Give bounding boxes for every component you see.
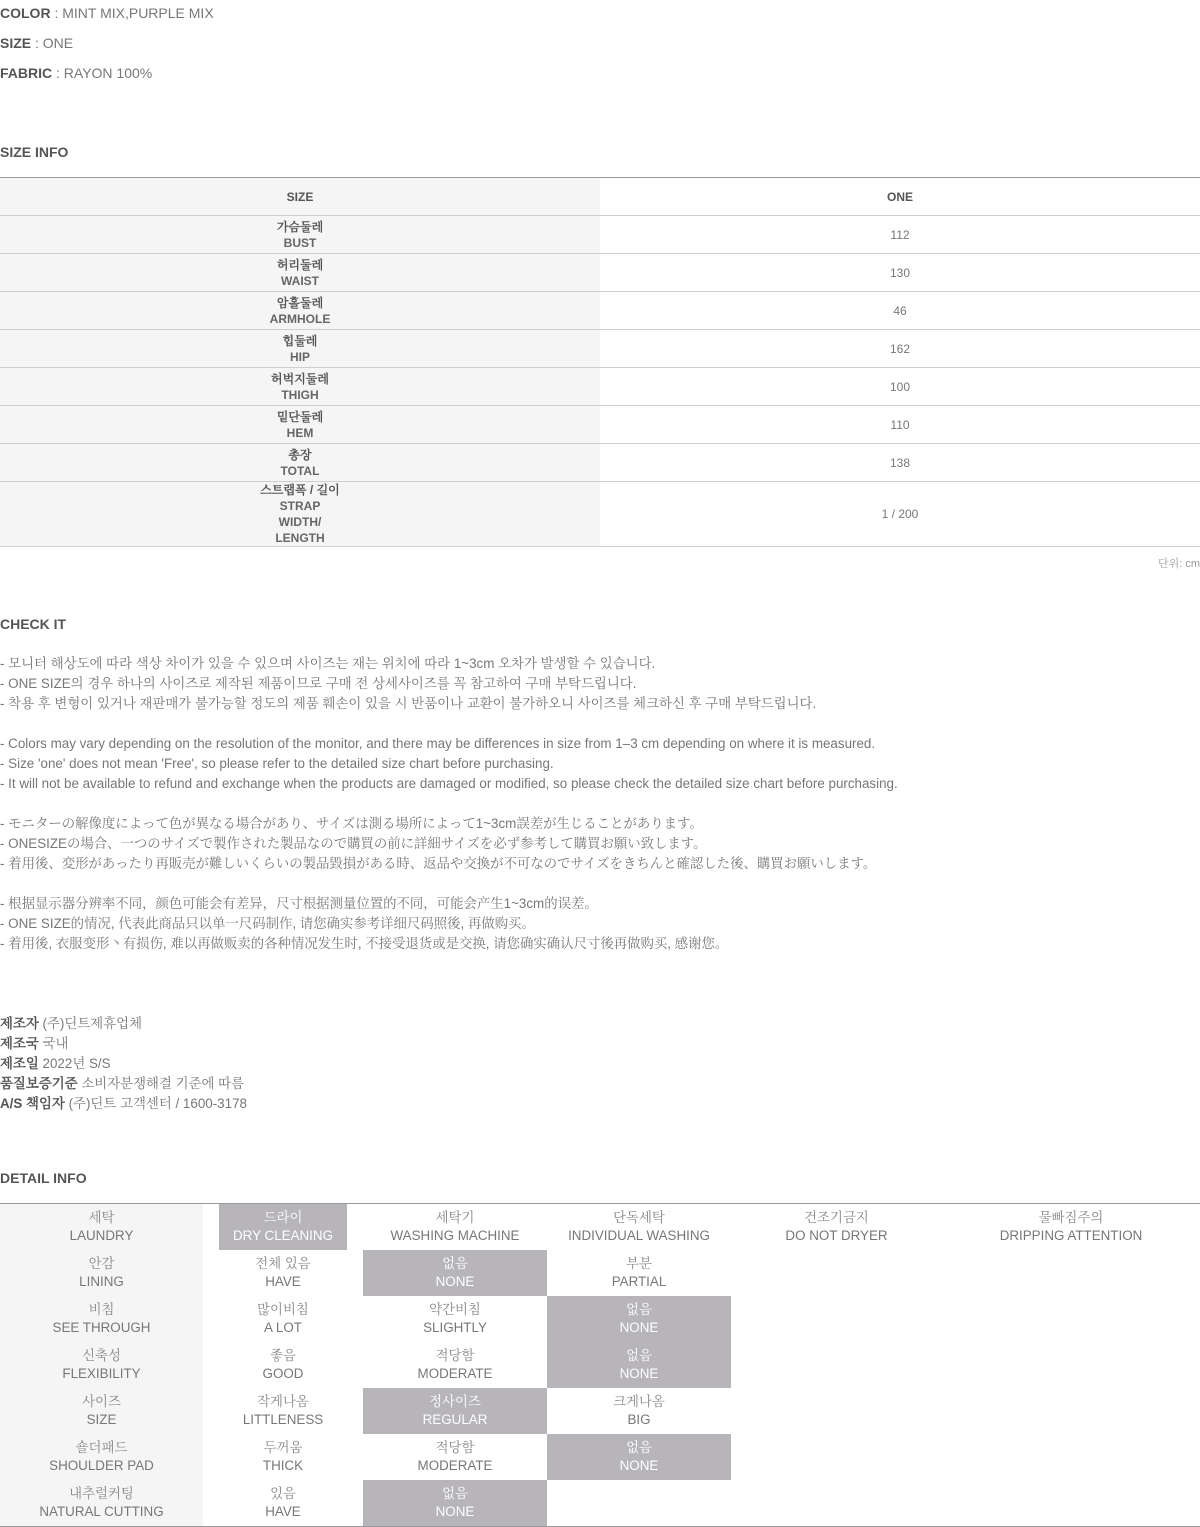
- detail-option-en: A LOT: [264, 1320, 302, 1335]
- spec-fabric: [0, 64, 152, 82]
- detail-label-en: SHOULDER PAD: [49, 1458, 154, 1473]
- detail-option-cell: [731, 1204, 942, 1250]
- detail-label-ko: 숄더패드: [75, 1440, 128, 1455]
- detail-option: [942, 1250, 1200, 1296]
- size-row-label: [0, 216, 600, 254]
- size-row-label: [0, 254, 600, 292]
- detail-option-cell: [219, 1480, 347, 1526]
- detail-label-cell: [0, 1296, 203, 1342]
- detail-option-en: MODERATE: [417, 1458, 493, 1473]
- paragraph-spacer: [0, 714, 898, 734]
- detail-label-cell: [0, 1342, 203, 1388]
- detail-option-ko: 건조기금지: [804, 1210, 869, 1225]
- check-line: - モニターの解像度によって色が異なる場合があり、サイズは測る場所によって1~3cm誤差が生じることがあります。: [0, 816, 703, 831]
- detail-option-en: NONE: [435, 1504, 475, 1519]
- detail-option-ko: 없음: [442, 1256, 468, 1271]
- detail-option-cell: [363, 1342, 547, 1388]
- detail-label-en: LAUNDRY: [69, 1228, 134, 1243]
- detail-option: [731, 1480, 942, 1527]
- maker-label: 제조일: [0, 1056, 39, 1071]
- check-it-title: CHECK IT: [0, 616, 67, 632]
- detail-label-cell: [0, 1388, 203, 1434]
- detail-option: [363, 1250, 547, 1296]
- maker-value: 2022년 S/S: [38, 1056, 111, 1071]
- detail-option: [203, 1296, 363, 1342]
- detail-label-cell: [0, 1434, 203, 1480]
- check-line: - Colors may vary depending on the resolution of the monitor, and there may be differences in size from 1–3 cm depending on where it is measured.: [0, 736, 876, 751]
- size-label-en: ARMHOLE: [269, 311, 331, 326]
- detail-label-ko: 신축성: [82, 1348, 121, 1363]
- check-line: - 着用後, 衣服变形丶有损伤, 难以再做贩卖的各种情况发生时, 不接受退货或是交换, 请您确实确认尺寸後再做购买, 感谢您。: [0, 936, 729, 951]
- check-line: - It will not be available to refund and exchange when the products are damaged or modified, so please check the detailed size chart before purchasing.: [0, 776, 898, 791]
- detail-option: [547, 1204, 731, 1251]
- size-label-en: BUST: [283, 235, 317, 250]
- detail-option: [363, 1296, 547, 1342]
- detail-option-cell: [219, 1342, 347, 1388]
- detail-option-cell: [363, 1204, 547, 1250]
- detail-option-ko: 없음: [626, 1348, 652, 1363]
- detail-rows: [0, 1204, 1200, 1527]
- spec-value: : ONE: [31, 35, 74, 51]
- detail-option-cell: [219, 1250, 347, 1296]
- detail-row: [0, 1480, 1200, 1527]
- detail-option: [363, 1342, 547, 1388]
- detail-info-title: DETAIL INFO: [0, 1170, 87, 1186]
- spec-label: FABRIC: [0, 65, 53, 81]
- detail-option-cell: [363, 1434, 547, 1480]
- maker-label: 제조자: [0, 1016, 39, 1031]
- detail-option-ko: 두꺼움: [263, 1440, 303, 1455]
- detail-option-en: GOOD: [262, 1366, 304, 1381]
- detail-option: [731, 1434, 942, 1480]
- detail-row: [0, 1204, 1200, 1251]
- spec-size: [0, 34, 73, 52]
- detail-row-label: [0, 1296, 203, 1342]
- detail-row-label: [0, 1388, 203, 1434]
- maker-line: [0, 1054, 247, 1074]
- detail-option: [731, 1250, 942, 1296]
- size-row: [0, 406, 1200, 444]
- size-label-en: STRAP: [279, 499, 321, 513]
- detail-option-ko: 전체 있음: [255, 1256, 311, 1271]
- detail-row: [0, 1388, 1200, 1434]
- size-row-label: [0, 406, 600, 444]
- detail-label-ko: 세탁: [88, 1210, 115, 1225]
- detail-row-label: [0, 1342, 203, 1388]
- size-row-label: [0, 482, 600, 547]
- detail-option: [363, 1434, 547, 1480]
- detail-label-ko: 사이즈: [82, 1394, 121, 1409]
- detail-option-en: HAVE: [265, 1274, 301, 1289]
- detail-option: [731, 1388, 942, 1434]
- spec-color: [0, 4, 214, 22]
- size-row: [0, 254, 1200, 292]
- detail-option: [203, 1204, 363, 1251]
- detail-option-en: SLIGHTLY: [423, 1320, 487, 1335]
- detail-option-ko: 적당함: [435, 1440, 475, 1455]
- detail-option-cell: [219, 1434, 347, 1480]
- size-row-value: 112: [600, 216, 1200, 254]
- detail-option-selected: [547, 1296, 731, 1342]
- detail-option: [942, 1204, 1200, 1251]
- size-label-en: WIDTH/: [278, 515, 322, 529]
- unit-note: 단위: cm: [1157, 558, 1200, 570]
- detail-option-cell: [547, 1204, 731, 1250]
- check-it-text: [0, 654, 898, 954]
- detail-option-en: BIG: [627, 1412, 651, 1427]
- maker-value: 국내: [38, 1036, 69, 1051]
- detail-option: [731, 1204, 942, 1251]
- detail-row-label: [0, 1434, 203, 1480]
- size-row-label: [0, 444, 600, 482]
- detail-option-en: DRY CLEANING: [233, 1228, 333, 1243]
- detail-label-ko: 비침: [88, 1302, 115, 1317]
- detail-option-en: MODERATE: [417, 1366, 493, 1381]
- detail-row-label: [0, 1250, 203, 1296]
- maker-value: (주)딘트 고객센터 / 1600-3178: [64, 1096, 247, 1111]
- size-row-value: 46: [600, 292, 1200, 330]
- size-table: [0, 177, 1200, 547]
- detail-label-cell: [0, 1250, 203, 1296]
- detail-option-ko: 부분: [626, 1256, 652, 1271]
- maker-line: [0, 1034, 247, 1054]
- detail-option-cell: [547, 1250, 731, 1296]
- check-line: - 모니터 해상도에 따라 색상 차이가 있을 수 있으며 사이즈는 재는 위치에 따라 1~3cm 오차가 발생할 수 있습니다.: [0, 656, 656, 671]
- detail-row-label: [0, 1480, 203, 1527]
- check-line: - ONE SIZE의 경우 하나의 사이즈로 제작된 제품이므로 구매 전 상세사이즈를 꼭 참고하여 구매 부탁드립니다.: [0, 676, 637, 691]
- size-row-label: [0, 368, 600, 406]
- detail-label-en: FLEXIBILITY: [62, 1366, 141, 1381]
- check-line: - ONESIZEの場合、一つのサイズで製作された製品なので購買の前に詳細サイズを必ず参考して購買お願い致します。: [0, 836, 707, 851]
- detail-option: [203, 1388, 363, 1434]
- detail-option-ko: 단독세탁: [613, 1210, 665, 1225]
- size-row-value: 162: [600, 330, 1200, 368]
- detail-row-label: [0, 1204, 203, 1251]
- size-row-value: 138: [600, 444, 1200, 482]
- spec-label: SIZE: [0, 35, 32, 51]
- detail-option-en: REGULAR: [422, 1412, 488, 1427]
- detail-label-en: LINING: [79, 1274, 124, 1289]
- size-row: [0, 292, 1200, 330]
- detail-option-en: PARTIAL: [611, 1274, 667, 1289]
- size-label-en: HEM: [286, 425, 314, 440]
- detail-label-ko: 내추럴커팅: [69, 1486, 134, 1501]
- maker-label: A/S 책임자: [0, 1096, 65, 1111]
- size-label-en: THIGH: [281, 387, 319, 402]
- size-label-ko: 밑단둘레: [276, 409, 324, 424]
- spec-value: : MINT MIX,PURPLE MIX: [50, 5, 214, 21]
- size-label-ko: 암홀둘레: [276, 295, 324, 310]
- detail-option: [547, 1388, 731, 1434]
- size-row-value: 130: [600, 254, 1200, 292]
- maker-line: [0, 1094, 247, 1114]
- size-label-ko: 스트랩폭 / 길이: [260, 483, 340, 497]
- detail-row: [0, 1342, 1200, 1388]
- maker-line: [0, 1074, 247, 1094]
- size-label-ko: 허벅지둘레: [271, 371, 329, 386]
- size-row: [0, 330, 1200, 368]
- size-info-title: SIZE INFO: [0, 144, 69, 160]
- detail-label-ko: 안감: [88, 1256, 115, 1271]
- detail-option: [547, 1434, 731, 1480]
- paragraph-spacer: [0, 874, 898, 894]
- detail-option: [942, 1480, 1200, 1527]
- size-row-value: 110: [600, 406, 1200, 444]
- detail-option-en: NONE: [435, 1274, 475, 1289]
- check-line: - Size 'one' does not mean 'Free', so please refer to the detailed size chart before purchasing.: [0, 756, 554, 771]
- detail-option-en: NONE: [619, 1320, 659, 1335]
- detail-option: [547, 1296, 731, 1342]
- detail-option: [363, 1204, 547, 1251]
- spec-value: : RAYON 100%: [52, 65, 153, 81]
- size-row: [0, 444, 1200, 482]
- maker-label: 품질보증기준: [0, 1076, 78, 1091]
- detail-option-en: NONE: [619, 1458, 659, 1473]
- detail-option-ko: 있음: [270, 1486, 296, 1501]
- detail-option-selected: [363, 1480, 547, 1526]
- detail-option-selected: [363, 1388, 547, 1434]
- detail-option-ko: 없음: [626, 1440, 652, 1455]
- size-label-ko: 총장: [288, 447, 312, 462]
- check-line: - ONE SIZE的情况, 代表此商品只以单一尺码制作, 请您确实参考详细尺码照後, 再做购买。: [0, 916, 535, 931]
- detail-label-en: SEE THROUGH: [52, 1320, 151, 1335]
- detail-option-en: LITTLENESS: [242, 1412, 324, 1427]
- detail-label-cell: [0, 1204, 203, 1250]
- maker-value: (주)딘트제휴업체: [38, 1016, 142, 1031]
- detail-option: [547, 1480, 731, 1527]
- detail-option-ko: 크게나옴: [613, 1394, 665, 1409]
- detail-option-ko: 적당함: [435, 1348, 475, 1363]
- detail-option-selected: [547, 1342, 731, 1388]
- detail-option: [942, 1434, 1200, 1480]
- detail-option-cell: [363, 1296, 547, 1342]
- size-label-en: TOTAL: [280, 463, 320, 478]
- detail-option: [731, 1342, 942, 1388]
- size-label-en: LENGTH: [275, 531, 325, 545]
- detail-option: [547, 1250, 731, 1296]
- detail-option-ko: 작게나옴: [257, 1394, 309, 1409]
- detail-option-ko: 많이비침: [257, 1302, 309, 1317]
- detail-option-cell: [219, 1296, 347, 1342]
- size-label-ko: 허리둘레: [276, 257, 324, 272]
- size-row-value: 100: [600, 368, 1200, 406]
- maker-value: 소비자분쟁해결 기준에 따름: [77, 1076, 245, 1091]
- paragraph-spacer: [0, 794, 898, 814]
- detail-row: [0, 1434, 1200, 1480]
- maker-line: [0, 1014, 247, 1034]
- detail-option: [203, 1250, 363, 1296]
- size-rows: [0, 216, 1200, 547]
- detail-option-en: DRIPPING ATTENTION: [999, 1228, 1143, 1243]
- detail-option-en: NONE: [619, 1366, 659, 1381]
- size-header-left: SIZE: [0, 178, 600, 216]
- detail-row: [0, 1250, 1200, 1296]
- size-label-ko: 힙둘레: [282, 333, 318, 348]
- detail-option-cell: [547, 1388, 731, 1434]
- detail-option-en: DO NOT DRYER: [785, 1228, 888, 1243]
- detail-option: [731, 1296, 942, 1342]
- size-label-en: WAIST: [281, 273, 319, 288]
- size-row-label: [0, 330, 600, 368]
- detail-option-selected: [219, 1204, 347, 1250]
- size-header-right: ONE: [600, 178, 1200, 216]
- size-label-en: HIP: [289, 349, 310, 364]
- size-label-ko: 가슴둘레: [276, 219, 324, 234]
- detail-option-ko: 세탁기: [435, 1210, 475, 1225]
- detail-row: [0, 1296, 1200, 1342]
- maker-label: 제조국: [0, 1036, 39, 1051]
- detail-option: [363, 1480, 547, 1527]
- spec-label: COLOR: [0, 5, 51, 21]
- maker-info: [0, 1014, 247, 1114]
- detail-option-en: INDIVIDUAL WASHING: [568, 1228, 710, 1243]
- detail-option-ko: 없음: [626, 1302, 652, 1317]
- size-row: [0, 482, 1200, 547]
- detail-option-cell: [219, 1388, 347, 1434]
- detail-option: [942, 1296, 1200, 1342]
- detail-option-ko: 정사이즈: [429, 1394, 481, 1409]
- check-line: - 着用後、変形があったり再販売が難しいくらいの製品毀損がある時、返品や交換が不可なのでサイズをきちんと確認した後、購買お願いします。: [0, 856, 877, 871]
- detail-table: [0, 1203, 1200, 1527]
- detail-label-en: NATURAL CUTTING: [39, 1504, 164, 1519]
- detail-option-en: THICK: [262, 1458, 304, 1473]
- detail-option-en: WASHING MACHINE: [390, 1228, 520, 1243]
- detail-label-en: SIZE: [86, 1412, 117, 1427]
- detail-option: [363, 1388, 547, 1434]
- detail-option-selected: [547, 1434, 731, 1480]
- detail-option: [203, 1480, 363, 1527]
- size-row-label: [0, 292, 600, 330]
- check-line: - 根据显示器分辨率不同，颜色可能会有差异，尺寸根据测量位置的不同，可能会产生1~3cm的误差。: [0, 896, 598, 911]
- detail-option: [203, 1342, 363, 1388]
- detail-option: [547, 1342, 731, 1388]
- check-line: - 착용 후 변형이 있거나 재판매가 불가능할 정도의 제품 훼손이 있을 시 반품이나 교환이 불가하오니 사이즈를 체크하신 후 구매 부탁드립니다.: [0, 696, 817, 711]
- detail-option-en: HAVE: [265, 1504, 301, 1519]
- detail-option-selected: [363, 1250, 547, 1296]
- detail-label-cell: [0, 1480, 203, 1526]
- detail-option-ko: 드라이: [263, 1210, 303, 1225]
- detail-option-cell: [942, 1204, 1200, 1250]
- detail-option-ko: 없음: [442, 1486, 468, 1501]
- detail-option: [942, 1342, 1200, 1388]
- detail-option-ko: 좋음: [270, 1348, 296, 1363]
- size-row: [0, 368, 1200, 406]
- size-row-value: 1 / 200: [600, 482, 1200, 547]
- detail-option-ko: 물빠짐주의: [1038, 1210, 1104, 1225]
- detail-option: [942, 1388, 1200, 1434]
- size-row: [0, 216, 1200, 254]
- detail-option-ko: 약간비침: [429, 1302, 481, 1317]
- detail-option: [203, 1434, 363, 1480]
